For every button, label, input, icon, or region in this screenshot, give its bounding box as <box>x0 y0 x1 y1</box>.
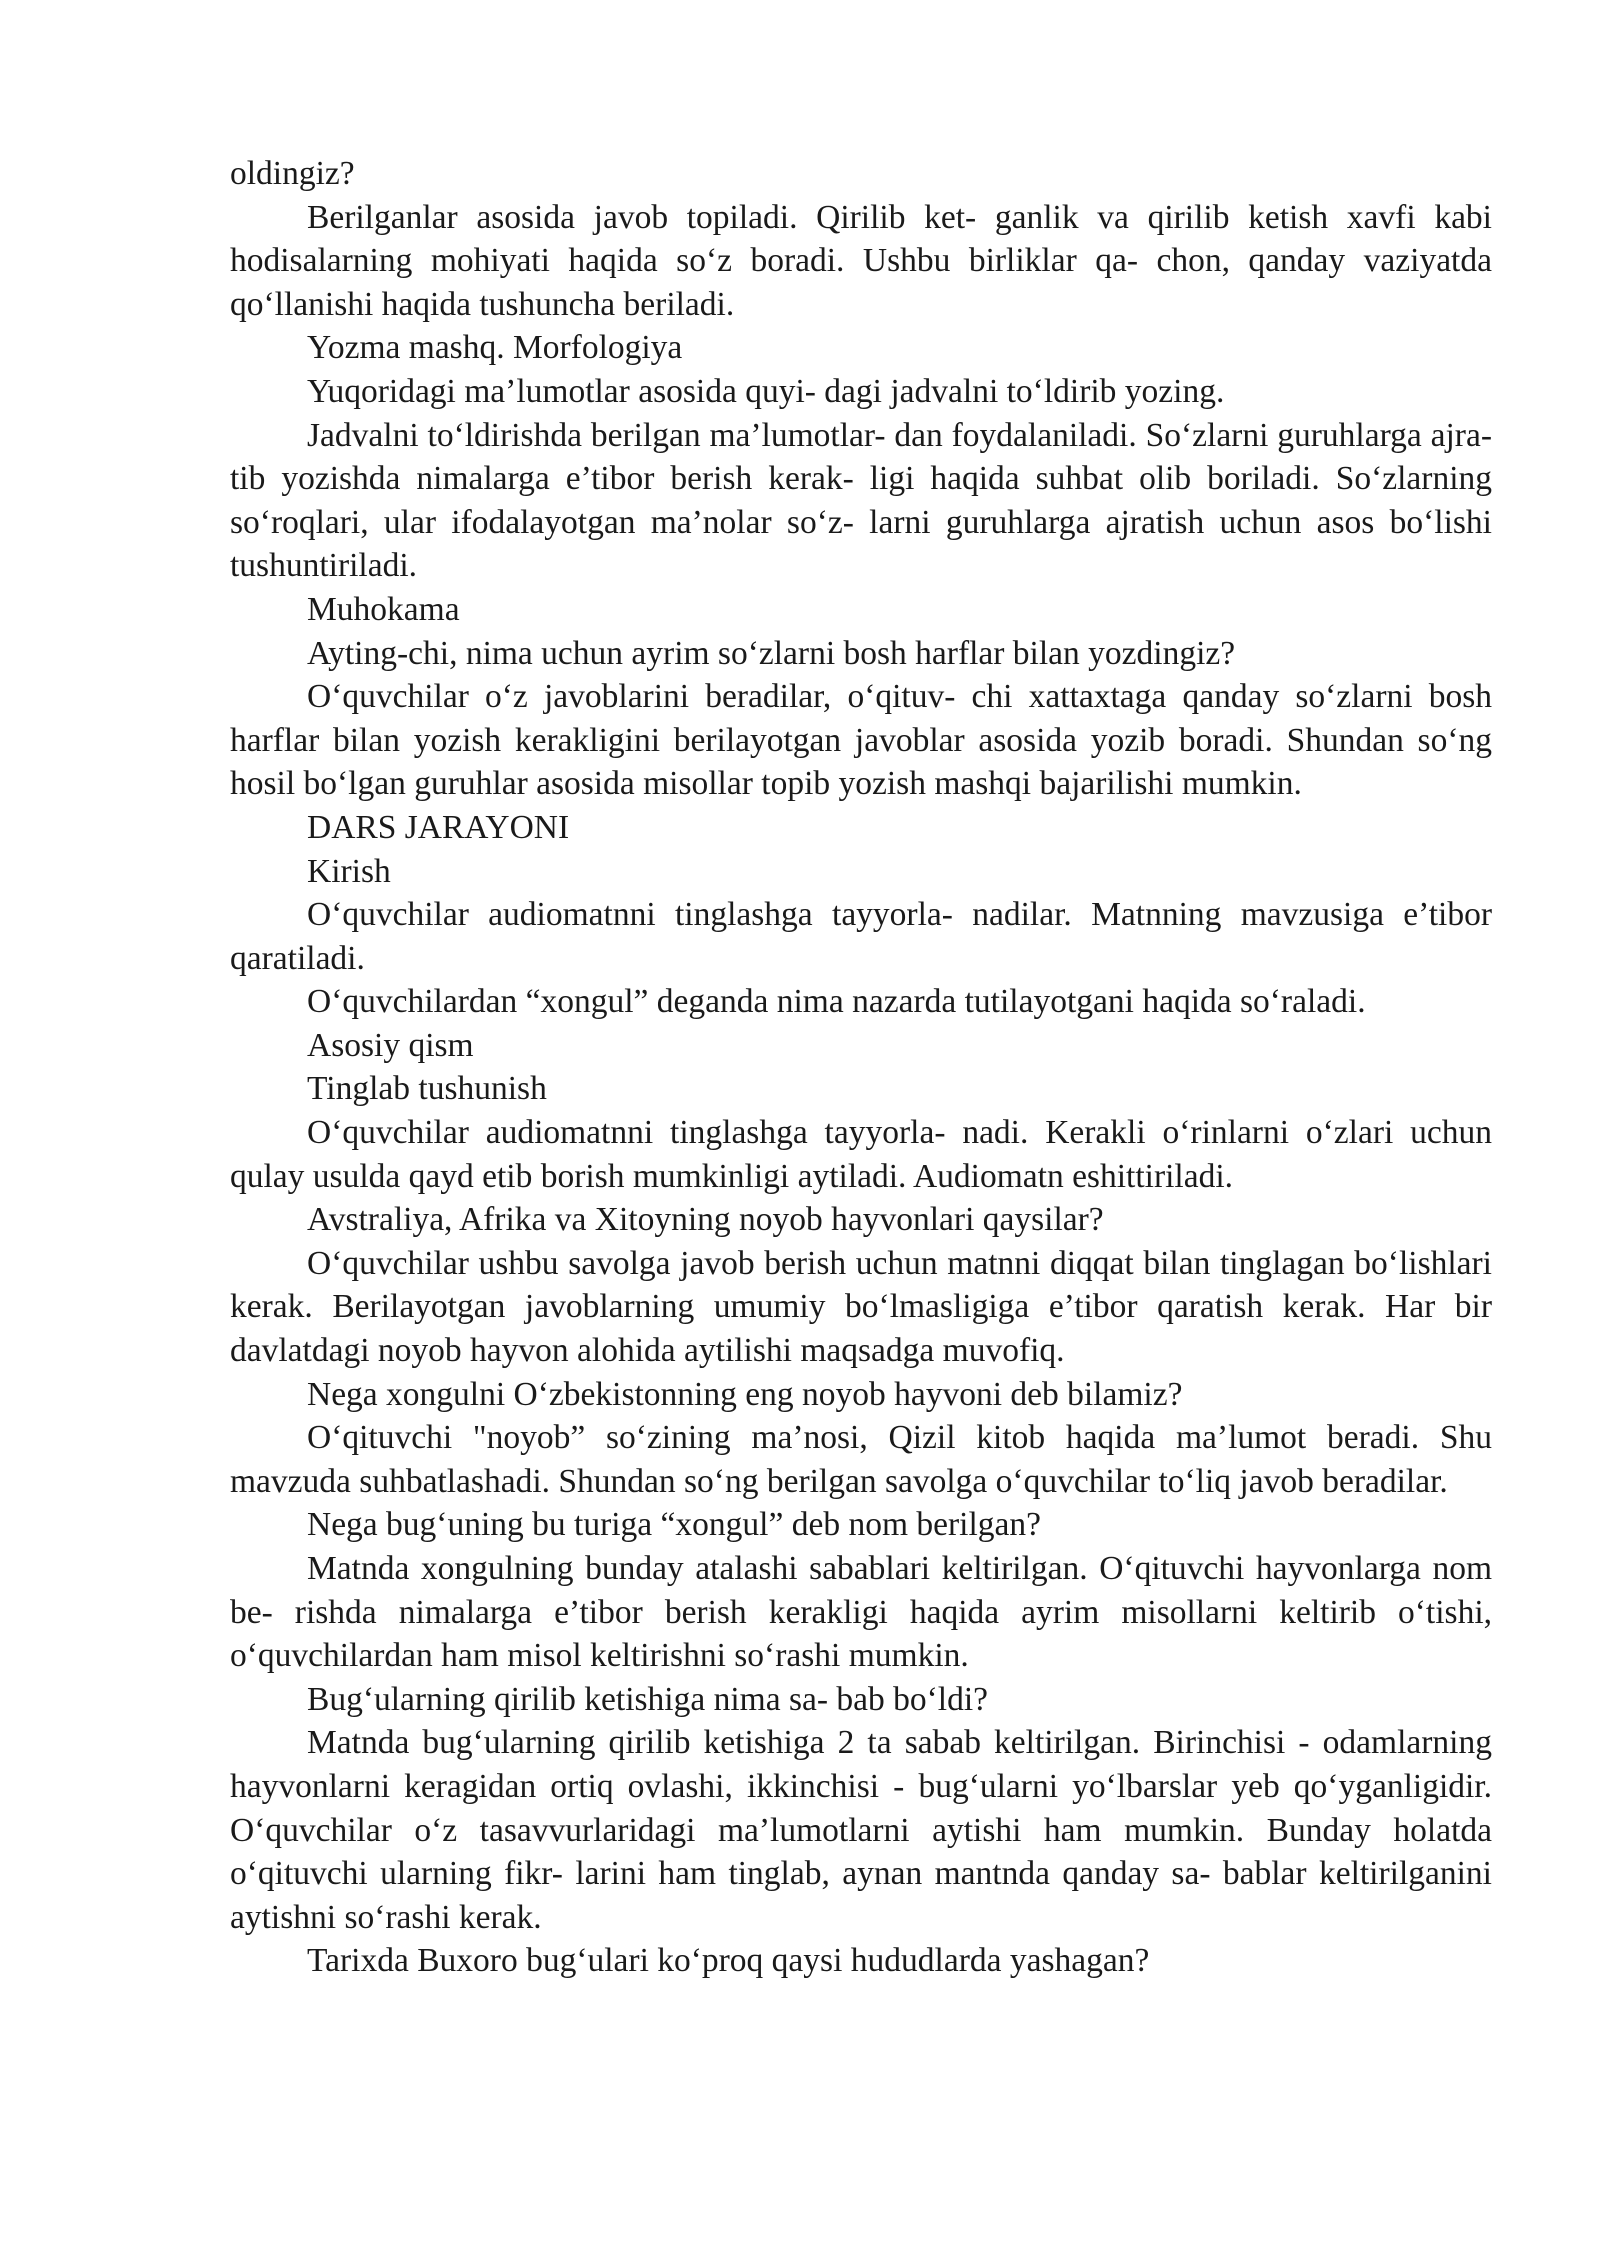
question-paragraph: Bug‘ularning qirilib ketishiga nima sa- bab bo‘ldi? <box>307 1680 989 1718</box>
text-paragraph: O‘quvchilardan “xongul” deganda nima nazarda tutilayotgani haqida so‘raladi. <box>307 983 1366 1021</box>
question-paragraph: Tarixda Buxoro bug‘ulari ko‘proq qaysi hududlarda yashagan? <box>307 1942 1150 1980</box>
section-heading: Muhokama <box>307 590 460 628</box>
text-paragraph: O‘quvchilar ushbu savolga javob berish uchun matnni diqqat bilan tinglagan bo‘lishlari kerak. Berilayotgan javoblarning umumiy bo‘lmasligiga e’tibor qaratish kerak. Har bir davlatdagi noyob hayvon alohida aytilishi maqsadga muvofiq. <box>230 1244 1492 1370</box>
text-paragraph: oldingiz? <box>230 155 355 192</box>
text-paragraph: Jadvalni to‘ldirishda berilgan ma’lumotlar- dan foydalaniladi. So‘zlarni guruhlarga ajra- tib yozishda nimalarga e’tibor berish kerak- ligi haqida suhbat olib boriladi. So‘zlarning so‘roqlari, ular ifodalayotgan ma’nolar so‘z- larni guruhlarga ajratish uchun asos bo‘lishi tushuntiriladi. <box>230 416 1492 585</box>
question-paragraph: Ayting-chi, nima uchun ayrim so‘zlarni bosh harflar bilan yozdingiz? <box>307 634 1236 672</box>
section-heading: Kirish <box>307 852 391 890</box>
text-paragraph: O‘quvchilar audiomatnni tinglashga tayyorla- nadilar. Matnning mavzusiga e’tibor qaratiladi. <box>230 896 1492 977</box>
text-paragraph: O‘qituvchi "noyob” so‘zining ma’nosi, Qizil kitob haqida ma’lumot beradi. Shu mavzuda suhbatlashadi. Shundan so‘ng berilgan savolga o‘quvchilar to‘liq javob beradilar. <box>230 1419 1492 1500</box>
question-paragraph: Nega bug‘uning bu turiga “xongul” deb nom berilgan? <box>307 1506 1042 1544</box>
section-heading: Asosiy qism <box>307 1026 474 1064</box>
document-page <box>230 152 1492 1983</box>
text-paragraph: Matnda bug‘ularning qirilib ketishiga 2 ta sabab keltirilgan. Birinchisi - odamlarning hayvonlarni keragidan ortiq ovlashi, ikkinchisi - bug‘ularni yo‘lbarslar yeb qo‘yganligidir. O‘quvchilar o‘z tasavvurlaridagi ma’lumotlarni aytishi ham mumkin. Bunday holatda o‘qituvchi ularning fikr- larini ham tinglab, aynan mantnda qanday sa- bablar keltirilganini aytishni so‘rashi kerak. <box>230 1724 1492 1936</box>
text-paragraph: O‘quvchilar o‘z javoblarini beradilar, o‘qituv- chi xattaxtaga qanday so‘zlarni bosh harflar bilan yozish kerakligini berilayotgan javoblar asosida yozib boradi. Shundan so‘ng hosil bo‘lgan guruhlar asosida misollar topib yozish mashqi bajarilishi mumkin. <box>230 678 1492 803</box>
text-paragraph: Matnda xongulning bunday atalashi sabablari keltirilgan. O‘qituvchi hayvonlarga nom be- rishda nimalarga e’tibor berish kerakligi haqida ayrim misollarni keltirib o‘tishi, o‘quvchilardan ham misol keltirishni so‘rashi mumkin. <box>230 1550 1492 1675</box>
question-paragraph: Avstraliya, Afrika va Xitoyning noyob hayvonlari qaysilar? <box>307 1201 1104 1239</box>
question-paragraph: Nega xongulni O‘zbekistonning eng noyob hayvoni deb bilamiz? <box>307 1375 1183 1413</box>
section-heading: DARS JARAYONI <box>307 808 570 846</box>
section-heading: Yozma mashq. Morfologiya <box>307 329 683 367</box>
text-paragraph: O‘quvchilar audiomatnni tinglashga tayyorla- nadi. Kerakli o‘rinlarni o‘zlari uchun qulay usulda qayd etib borish mumkinligi aytiladi. Audiomatn eshittiriladi. <box>230 1114 1492 1195</box>
text-paragraph: Yuqoridagi ma’lumotlar asosida quyi- dagi jadvalni to‘ldirib yozing. <box>307 372 1225 410</box>
text-paragraph: Berilganlar asosida javob topiladi. Qirilib ket- ganlik va qirilib ketish xavfi kabi hodisalarning mohiyati haqida so‘z boradi. Ushbu birliklar qa- chon, qanday vaziyatda qo‘llanishi haqida tushuncha beriladi. <box>230 198 1492 323</box>
section-heading: Tinglab tushunish <box>307 1070 547 1108</box>
